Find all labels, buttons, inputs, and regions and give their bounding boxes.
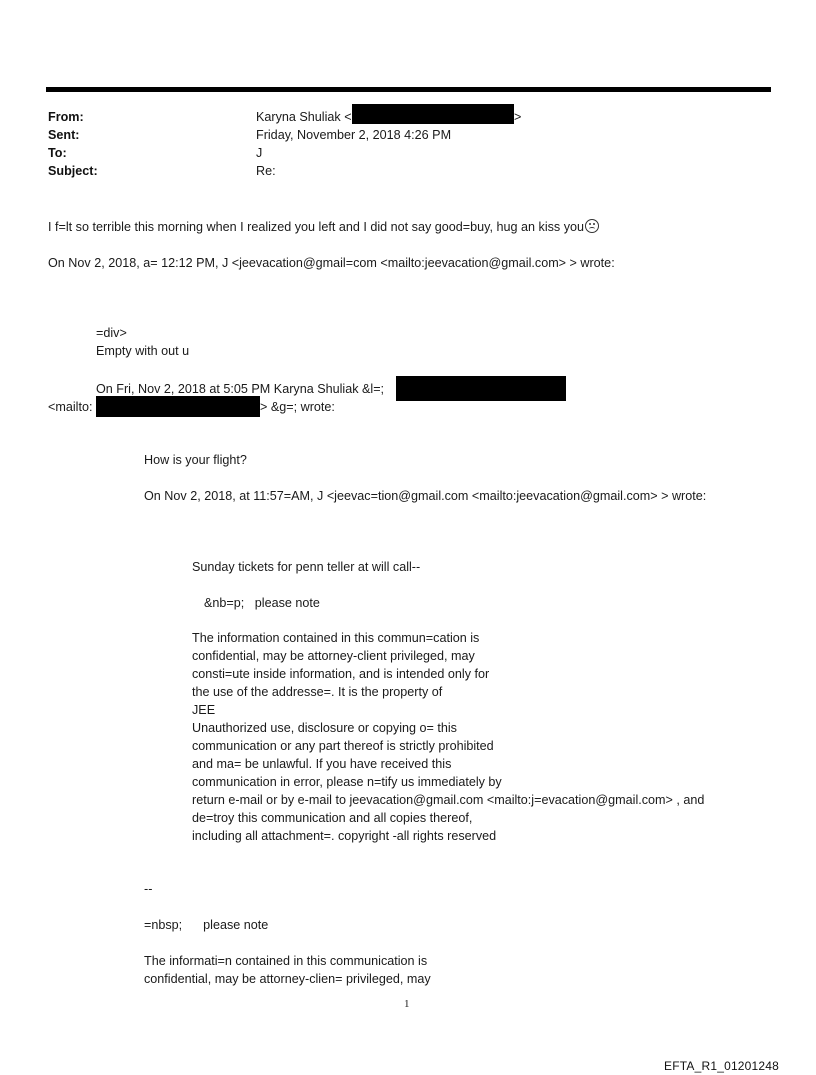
signature-disclaimer <box>144 952 431 988</box>
disclaimer-line: The information contained in this commun=cation is <box>192 631 480 645</box>
body-line-1-text: I f=lt so terrible this morning when I realized you left and I did not say good=buy, hug an kiss you <box>48 220 585 234</box>
subject-value: Re: <box>256 164 276 178</box>
disclaimer-line: confidential, may be attorney-client privileged, may <box>192 649 475 663</box>
from-name: Karyna Shuliak < <box>256 110 352 124</box>
sad-face-icon <box>585 219 599 233</box>
signature-note: =nbsp; please note <box>144 918 269 932</box>
subject-label: Subject: <box>48 164 98 178</box>
quoted-on-line-2: On Nov 2, 2018, at 11:57=AM, J <jeevac=tion@gmail.com <mailto:jeevacation@gmail.com> > wrote: <box>144 489 707 503</box>
sent-value: Friday, November 2, 2018 4:26 PM <box>256 128 452 142</box>
disclaimer-line: JEE <box>192 703 216 717</box>
disclaimer-line: including all attachment=. copyright -all rights reserved <box>192 829 497 843</box>
redaction-box <box>352 104 514 124</box>
to-label: To: <box>48 146 67 160</box>
redaction-box <box>396 376 566 401</box>
disclaimer-block <box>192 629 704 845</box>
body-line-2: On Nov 2, 2018, a= 12:12 PM, J <jeevacation@gmail=com <mailto:jeevacation@gmail.com> > wrote: <box>48 256 615 270</box>
from-label: From: <box>48 110 84 124</box>
from-value <box>256 108 352 126</box>
quoted-div-tag: =div> <box>96 326 127 340</box>
quoted-on-line-1: On Fri, Nov 2, 2018 at 5:05 PM Karyna Shuliak &l=; <box>96 382 385 396</box>
document-id: EFTA_R1_01201248 <box>664 1059 780 1073</box>
sent-label: Sent: <box>48 128 80 142</box>
quoted-message-1: Empty with out u <box>96 344 190 358</box>
disclaimer-line: communication or any part thereof is strictly prohibited <box>192 739 494 753</box>
disclaimer-line: communication in error, please n=tify us immediately by <box>192 775 502 789</box>
disclaimer-line: and ma= be unlawful. If you have received this <box>192 757 452 771</box>
quoted-wrote: > &g=; wrote: <box>260 400 335 414</box>
quoted-message-3: Sunday tickets for penn teller at will call-- <box>192 560 421 574</box>
please-note: &nb=p; please note <box>204 596 320 610</box>
disclaimer-line: de=troy this communication and all copies thereof, <box>192 811 473 825</box>
quoted-mailto: <mailto: <box>48 400 93 414</box>
disclaimer-line: The informati=n contained in this communication is <box>144 954 428 968</box>
from-value-suffix: > <box>514 110 522 124</box>
page-number: 1 <box>404 998 410 1010</box>
body-line-1 <box>48 218 599 236</box>
quoted-message-2: How is your flight? <box>144 453 247 467</box>
signature-dashes: -- <box>144 882 153 896</box>
to-value: J <box>256 146 263 160</box>
disclaimer-line: consti=ute inside information, and is intended only for <box>192 667 490 681</box>
disclaimer-line: the use of the addresse=. It is the property of <box>192 685 443 699</box>
top-rule <box>46 87 771 92</box>
disclaimer-line: confidential, may be attorney-clien= privileged, may <box>144 972 431 986</box>
redaction-box <box>96 396 260 417</box>
disclaimer-line: Unauthorized use, disclosure or copying o= this <box>192 721 457 735</box>
disclaimer-line: return e-mail or by e-mail to jeevacation@gmail.com <mailto:j=evacation@gmail.com> , and <box>192 793 705 807</box>
